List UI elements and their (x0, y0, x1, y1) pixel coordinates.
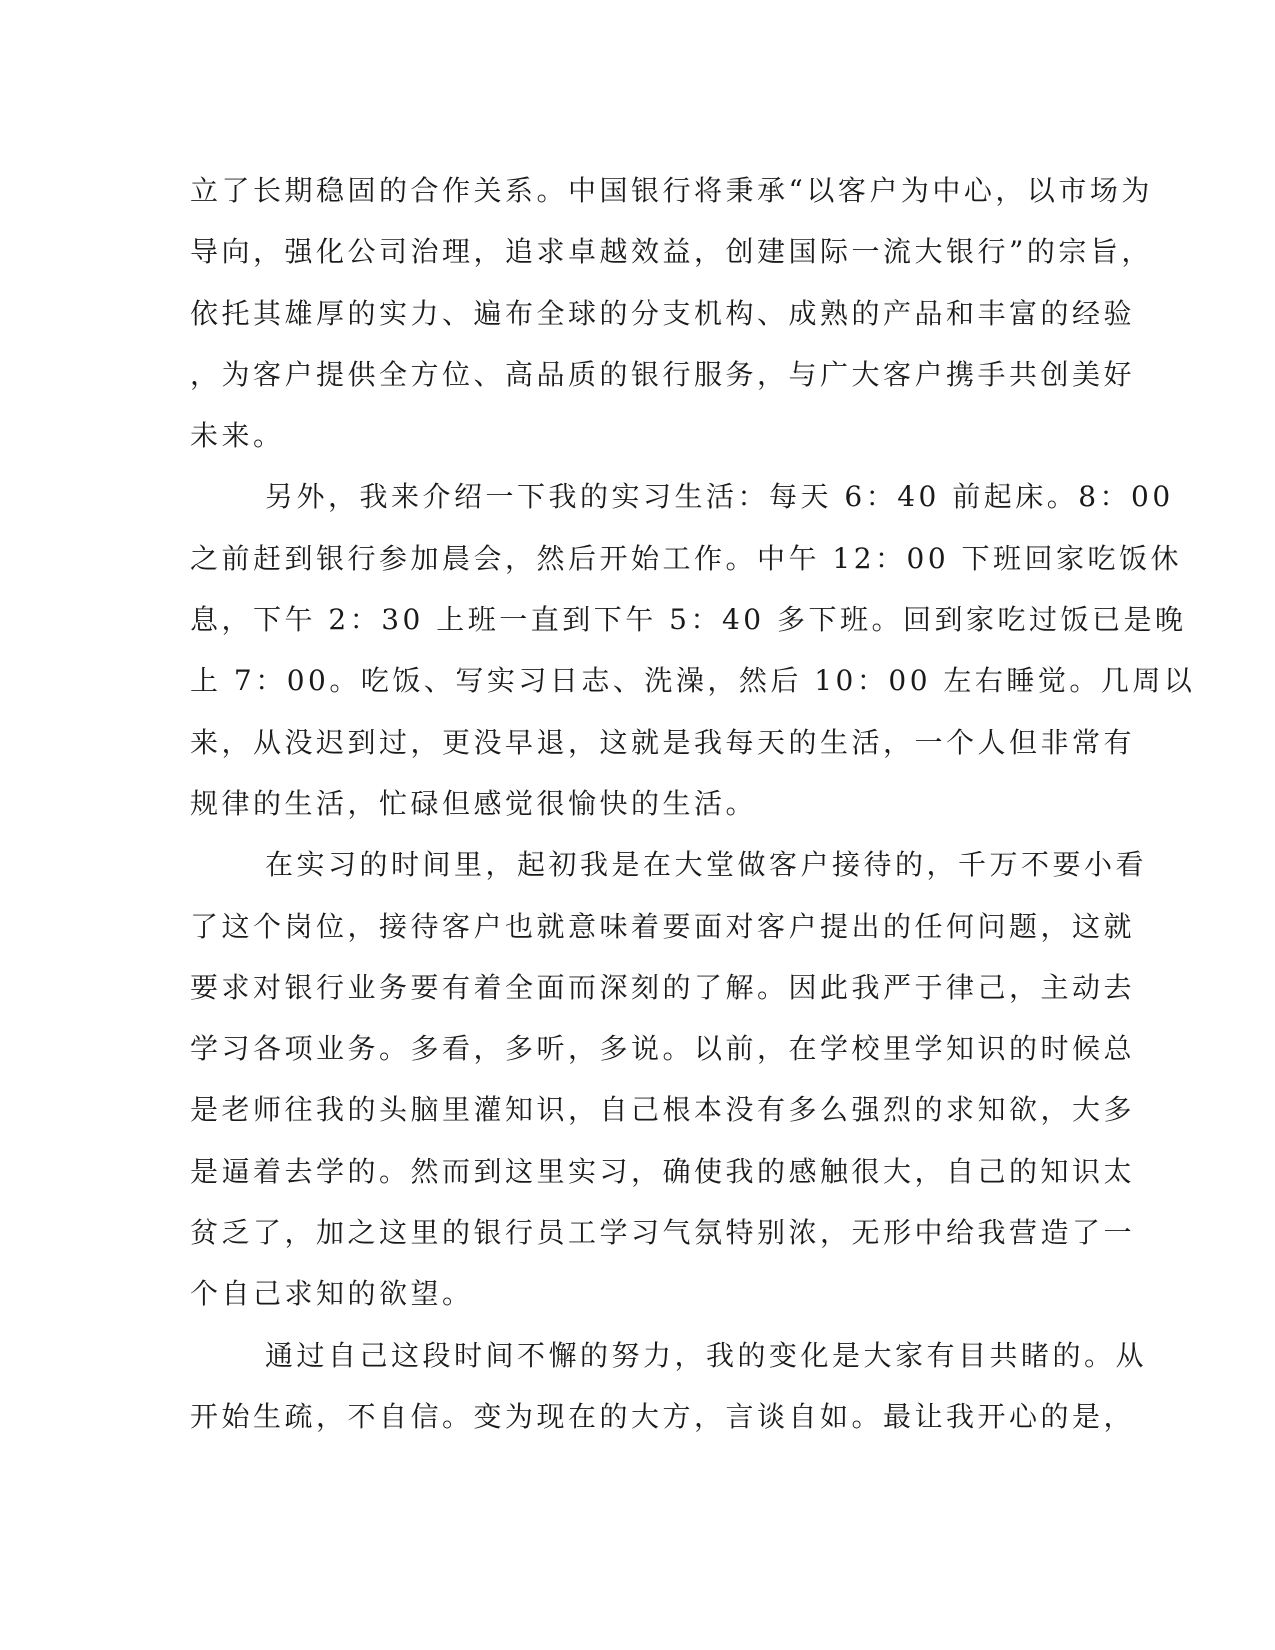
text-line: 在实习的时间里，起初我是在大堂做客户接待的，千万不要小看 (265, 848, 1148, 882)
text-line: 上 7：00。吃饭、写实习日志、洗澡，然后 10：00 左右睡觉。几周以 (190, 664, 1196, 698)
text-line: 贫乏了，加之这里的银行员工学习气氛特别浓，无形中给我营造了一 (190, 1216, 1136, 1250)
text-line: 学习各项业务。多看，多听，多说。以前，在学校里学知识的时候总 (190, 1032, 1136, 1066)
text-line: 之前赶到银行参加晨会，然后开始工作。中午 12：00 下班回家吃饭休 (190, 541, 1183, 575)
text-line: 未来。 (190, 419, 285, 453)
text-line: 通过自己这段时间不懈的努力，我的变化是大家有目共睹的。从 (265, 1338, 1148, 1372)
text-line: 是老师往我的头脑里灌知识，自己根本没有多么强烈的求知欲，大多 (190, 1093, 1136, 1127)
text-line: 息，下午 2：30 上班一直到下午 5：40 多下班。回到家吃过饭已是晚 (190, 603, 1187, 637)
text-line: 了这个岗位，接待客户也就意味着要面对客户提出的任何问题，这就 (190, 909, 1136, 943)
body-text (190, 160, 1196, 1447)
text-line: 依托其雄厚的实力、遍布全球的分支机构、成熟的产品和丰富的经验 (190, 296, 1136, 330)
text-line: 是逼着去学的。然而到这里实习，确使我的感触很大，自己的知识太 (190, 1154, 1136, 1188)
text-line: 开始生疏，不自信。变为现在的大方，言谈自如。最让我开心的是， (190, 1399, 1136, 1433)
text-line: ，为客户提供全方位、高品质的银行服务，与广大客户携手共创美好 (190, 357, 1136, 391)
paragraph-3 (190, 834, 1148, 1324)
text-line: 另外，我来介绍一下我的实习生活：每天 6：40 前起床。8：00 (265, 480, 1174, 514)
paragraph-4 (190, 1325, 1148, 1448)
paragraph-1 (190, 160, 1153, 466)
text-line: 立了长期稳固的合作关系。中国银行将秉承“以客户为中心，以市场为 (190, 174, 1153, 207)
text-line: 导向，强化公司治理，追求卓越效益，创建国际一流大银行”的宗旨， (190, 235, 1153, 269)
paragraph-2 (190, 466, 1196, 834)
text-line: 个自己求知的欲望。 (190, 1277, 474, 1311)
text-line: 要求对银行业务要有着全面而深刻的了解。因此我严于律己，主动去 (190, 970, 1136, 1004)
text-line: 规律的生活，忙碌但感觉很愉快的生活。 (190, 786, 758, 820)
text-line: 来，从没迟到过，更没早退，这就是我每天的生活，一个人但非常有 (190, 725, 1136, 759)
